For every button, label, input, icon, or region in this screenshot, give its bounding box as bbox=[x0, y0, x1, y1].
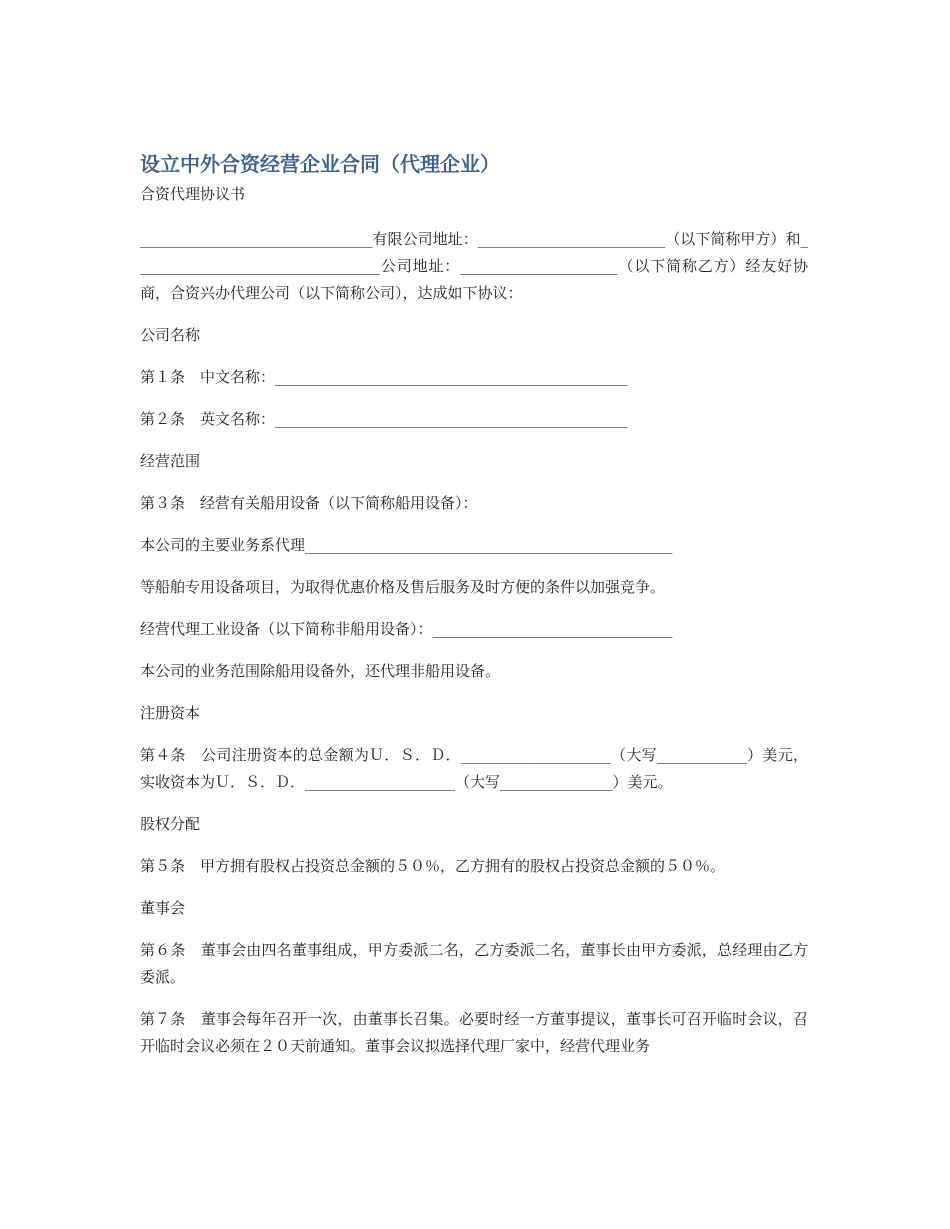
section-heading-capital: 注册资本 bbox=[140, 704, 201, 722]
article-4: 第４条 公司注册资本的总金额为Ｕ．Ｓ．Ｄ．____________________（大写____________）美元，实收资本为Ｕ．Ｓ．Ｄ．____________________（大写_______________）美元。 bbox=[140, 746, 808, 791]
section-heading-board: 董事会 bbox=[140, 899, 186, 917]
article-7: 第７条 董事会每年召开一次，由董事长召集。必要时经一方董事提议，董事长可召开临时会议，召开临时会议必须在２０天前通知。董事会议拟选择代理厂家中，经营代理业务 bbox=[140, 1010, 808, 1055]
article-6: 第６条 董事会由四名董事组成，甲方委派二名，乙方委派二名，董事长由甲方委派，总经理由乙方委派。 bbox=[140, 941, 808, 986]
scope-line-4: 本公司的业务范围除船用设备外，还代理非船用设备。 bbox=[140, 662, 501, 680]
scope-line-2: 等船舶专用设备项目，为取得优惠价格及售后服务及时方便的条件以加强竞争。 bbox=[140, 578, 666, 596]
article-2: 第２条 英文名称：_______________________________________________ bbox=[140, 410, 628, 428]
scope-line-1: 本公司的主要业务系代理_________________________________________________ bbox=[140, 536, 673, 554]
article-3: 第３条 经营有关船用设备（以下简称船用设备）： bbox=[140, 494, 478, 512]
article-1: 第１条 中文名称：_______________________________________________ bbox=[140, 368, 628, 386]
section-heading-scope: 经营范围 bbox=[140, 452, 201, 470]
article-5: 第５条 甲方拥有股权占投资总金额的５０％，乙方拥有的股权占投资总金额的５０％。 bbox=[140, 857, 726, 875]
intro-paragraph: _______________________________有限公司地址：_________________________（以下简称甲方）和_________________________________公司地址：_____________________（以下简称乙方）经友好协商，合资兴办代理公司（以下简称公司），达成如下协议： bbox=[140, 230, 808, 302]
document-subtitle: 合资代理协议书 bbox=[140, 185, 246, 203]
document-title: 设立中外合资经营企业合同（代理企业） bbox=[140, 152, 500, 176]
document-page bbox=[140, 148, 808, 1060]
section-heading-company-name: 公司名称 bbox=[140, 326, 201, 344]
section-heading-equity: 股权分配 bbox=[140, 815, 201, 833]
scope-line-3: 经营代理工业设备（以下简称非船用设备）：________________________________ bbox=[140, 620, 673, 638]
